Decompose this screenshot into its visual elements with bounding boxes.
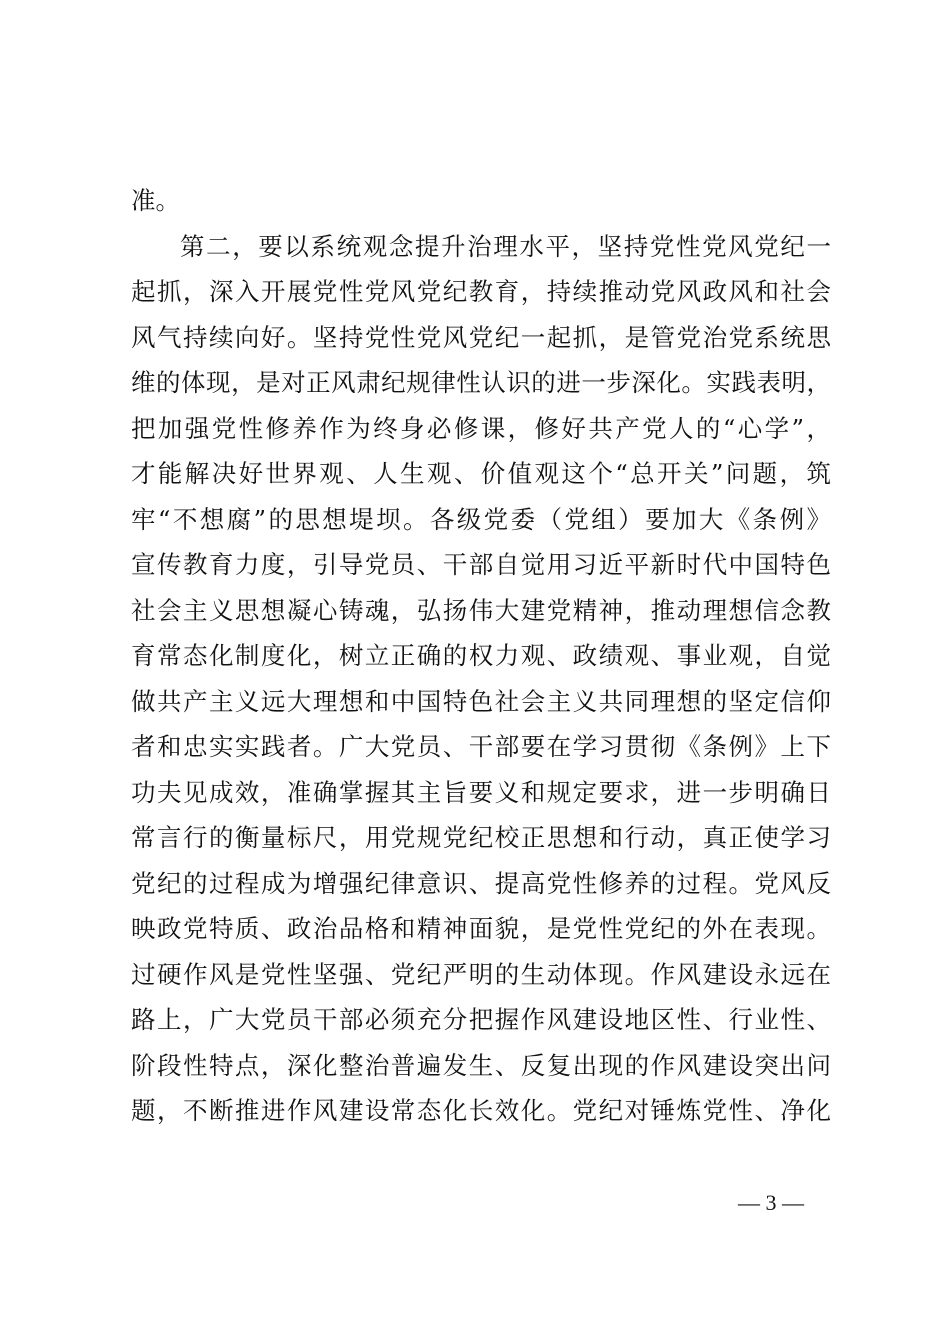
text-line: 党纪的过程成为增强纪律意识、提高党性修养的过程。党风反 — [131, 868, 831, 898]
text-line: 维的体现，是对正风肃纪规律性认识的进一步深化。实践表明， — [131, 368, 831, 397]
text-line: 风气持续向好。坚持党性党风党纪一起抓，是管党治党系统思 — [131, 322, 831, 352]
body-text — [131, 178, 831, 1134]
text-line: 路上，广大党员干部必须充分把握作风建设地区性、行业性、 — [131, 1005, 831, 1034]
text-line: 阶段性特点，深化整治普遍发生、反复出现的作风建设突出问 — [131, 1050, 831, 1080]
text-line: 题，不断推进作风建设常态化长效化。党纪对锤炼党性、净化 — [131, 1096, 831, 1125]
text-line: 功夫见成效，准确掌握其主旨要义和规定要求，进一步明确日 — [131, 777, 831, 807]
text-line: 牢“不想腐”的思想堤坝。各级党委（党组）要加大《条例》 — [131, 504, 831, 534]
text-line: 做共产主义远大理想和中国特色社会主义共同理想的坚定信仰 — [131, 686, 831, 716]
text-line: 起抓，深入开展党性党风党纪教育，持续推动党风政风和社会 — [131, 277, 831, 306]
text-line: 社会主义思想凝心铸魂，弘扬伟大建党精神，推动理想信念教 — [131, 595, 831, 625]
text-line: 准。 — [131, 186, 180, 215]
text-line: 映政党特质、政治品格和精神面貌，是党性党纪的外在表现。 — [131, 914, 831, 943]
text-line: 把加强党性修养作为终身必修课，修好共产党人的“心学”， — [131, 413, 831, 443]
text-line: 常言行的衡量标尺，用党规党纪校正思想和行动，真正使学习 — [131, 823, 831, 852]
text-line: 第二，要以系统观念提升治理水平，坚持党性党风党纪一 — [180, 231, 831, 261]
text-line: 者和忠实实践者。广大党员、干部要在学习贯彻《条例》上下 — [131, 732, 831, 761]
text-line: 育常态化制度化，树立正确的权力观、政绩观、事业观，自觉 — [131, 641, 831, 670]
text-line: 宣传教育力度，引导党员、干部自觉用习近平新时代中国特色 — [131, 550, 831, 579]
text-line: 过硬作风是党性坚强、党纪严明的生动体现。作风建设永远在 — [131, 959, 831, 989]
text-line: 才能解决好世界观、人生观、价值观这个“总开关”问题，筑 — [131, 459, 831, 488]
page-number: — 3 — — [738, 1190, 804, 1215]
